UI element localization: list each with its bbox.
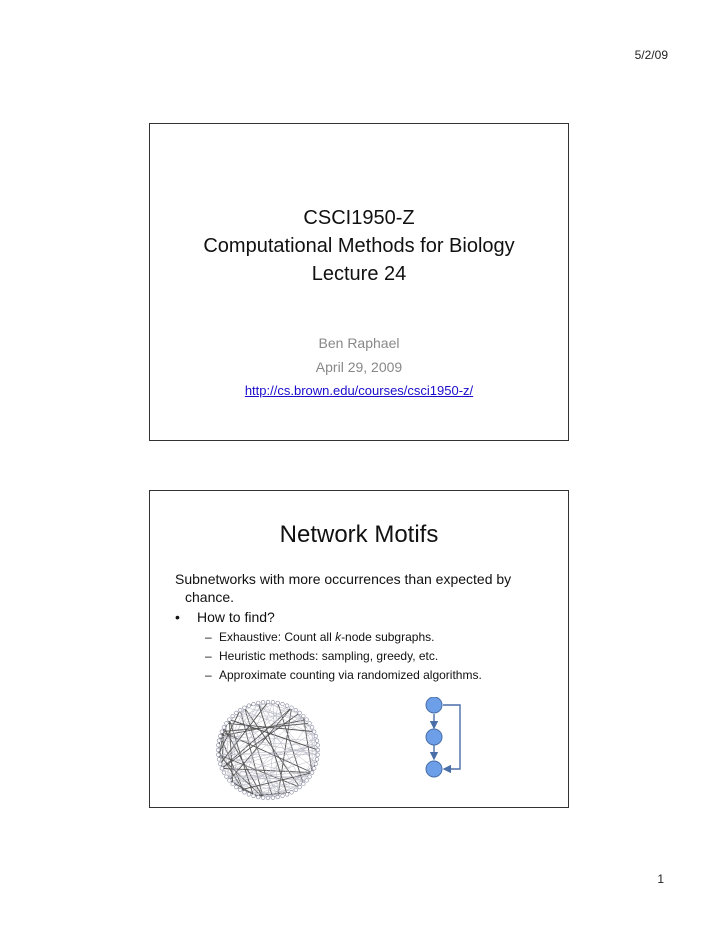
network-node (302, 782, 306, 786)
lecture-date: April 29, 2009 (315, 359, 403, 375)
page-date: 5/2/09 (634, 48, 668, 62)
network-node (285, 793, 289, 797)
bullet-text: How to find? (197, 609, 275, 625)
network-node (231, 782, 235, 786)
network-node (312, 767, 316, 771)
course-code: CSCI1950-Z (303, 207, 415, 229)
network-node (276, 795, 280, 799)
network-node (216, 753, 220, 757)
network-node (266, 700, 270, 704)
sub-bullet-marker: – (205, 649, 212, 663)
network-node (218, 734, 222, 738)
sub-bullet-item (175, 648, 550, 664)
network-node (252, 702, 256, 706)
network-node (316, 748, 320, 752)
sub-bullet-text-part: Exhaustive: Count all (219, 630, 336, 644)
network-node (314, 734, 318, 738)
network-node (285, 704, 289, 708)
network-node (271, 700, 275, 704)
network-node (315, 758, 319, 762)
network-node (234, 711, 238, 715)
sub-bullet-item (175, 667, 550, 683)
network-node (305, 718, 309, 722)
bullet-list (175, 570, 550, 683)
network-node (231, 714, 235, 718)
network-node (217, 758, 221, 762)
network-node (222, 771, 226, 775)
network-node (298, 785, 302, 789)
network-node (308, 775, 312, 779)
network-node (294, 708, 298, 712)
network-motifs-slide (149, 490, 569, 808)
slide-title (150, 204, 568, 288)
network-edge (240, 741, 317, 790)
network-node (316, 753, 320, 757)
network-node (225, 775, 229, 779)
network-node (247, 704, 251, 708)
network-node (247, 793, 251, 797)
sub-bullet-item (175, 629, 550, 645)
feed-forward-loop-icon (418, 697, 478, 785)
slide-subtitle (150, 331, 568, 403)
network-node (261, 796, 265, 800)
sub-bullet-text: Heuristic methods: sampling, greedy, etc. (219, 649, 439, 663)
network-node (281, 702, 285, 706)
network-node (261, 700, 265, 704)
motif-node (426, 729, 442, 745)
network-node (302, 714, 306, 718)
network-node (276, 701, 280, 705)
author-name: Ben Raphael (318, 335, 400, 351)
network-node (312, 730, 316, 734)
sub-bullet-text: Approximate counting via randomized algorithms. (219, 668, 482, 682)
page-number: 1 (657, 872, 664, 886)
network-node (298, 711, 302, 715)
network-node (290, 706, 294, 710)
network-node (228, 779, 232, 783)
network-node (217, 739, 221, 743)
network-node (290, 791, 294, 795)
motif-edge (443, 705, 460, 769)
network-node (314, 762, 318, 766)
network-node (252, 794, 256, 798)
network-node (256, 701, 260, 705)
sub-bullet-text (205, 629, 434, 645)
network-node (243, 791, 247, 795)
sub-bullet-text-part: -node subgraphs. (341, 630, 435, 644)
sub-bullet-k: k (335, 630, 342, 644)
network-edge (222, 732, 283, 796)
network-node (305, 779, 309, 783)
network-graph-icon (210, 694, 330, 806)
network-node (228, 718, 232, 722)
sub-bullet-marker: – (205, 630, 212, 644)
network-node (220, 767, 224, 771)
motif-node (426, 697, 442, 713)
network-node (271, 796, 275, 800)
network-node (216, 748, 220, 752)
bullet-marker: • (175, 609, 180, 625)
network-node (218, 762, 222, 766)
motif-node (426, 761, 442, 777)
network-node (225, 722, 229, 726)
network-node (310, 771, 314, 775)
slide-title: Network Motifs (279, 521, 439, 548)
network-node (238, 708, 242, 712)
network-node (220, 730, 224, 734)
network-node (266, 796, 270, 800)
network-node (238, 788, 242, 792)
network-node (222, 726, 226, 730)
network-node (315, 739, 319, 743)
intro-text: Subnetworks with more occurrences than expected by chance. (175, 571, 512, 605)
bullet-item (175, 608, 550, 626)
network-node (256, 795, 260, 799)
network-node (316, 743, 320, 747)
course-title: Computational Methods for Biology (203, 235, 515, 257)
network-node (243, 706, 247, 710)
course-url-link[interactable]: http://cs.brown.edu/courses/csci1950-z/ (244, 383, 474, 398)
sub-bullet-marker: – (205, 668, 212, 682)
network-node (308, 722, 312, 726)
network-node (281, 794, 285, 798)
network-node (234, 785, 238, 789)
lecture-number: Lecture 24 (311, 263, 407, 285)
network-node (294, 788, 298, 792)
network-node (310, 726, 314, 730)
network-node (216, 743, 220, 747)
title-slide (149, 123, 569, 441)
network-edge (258, 703, 287, 794)
